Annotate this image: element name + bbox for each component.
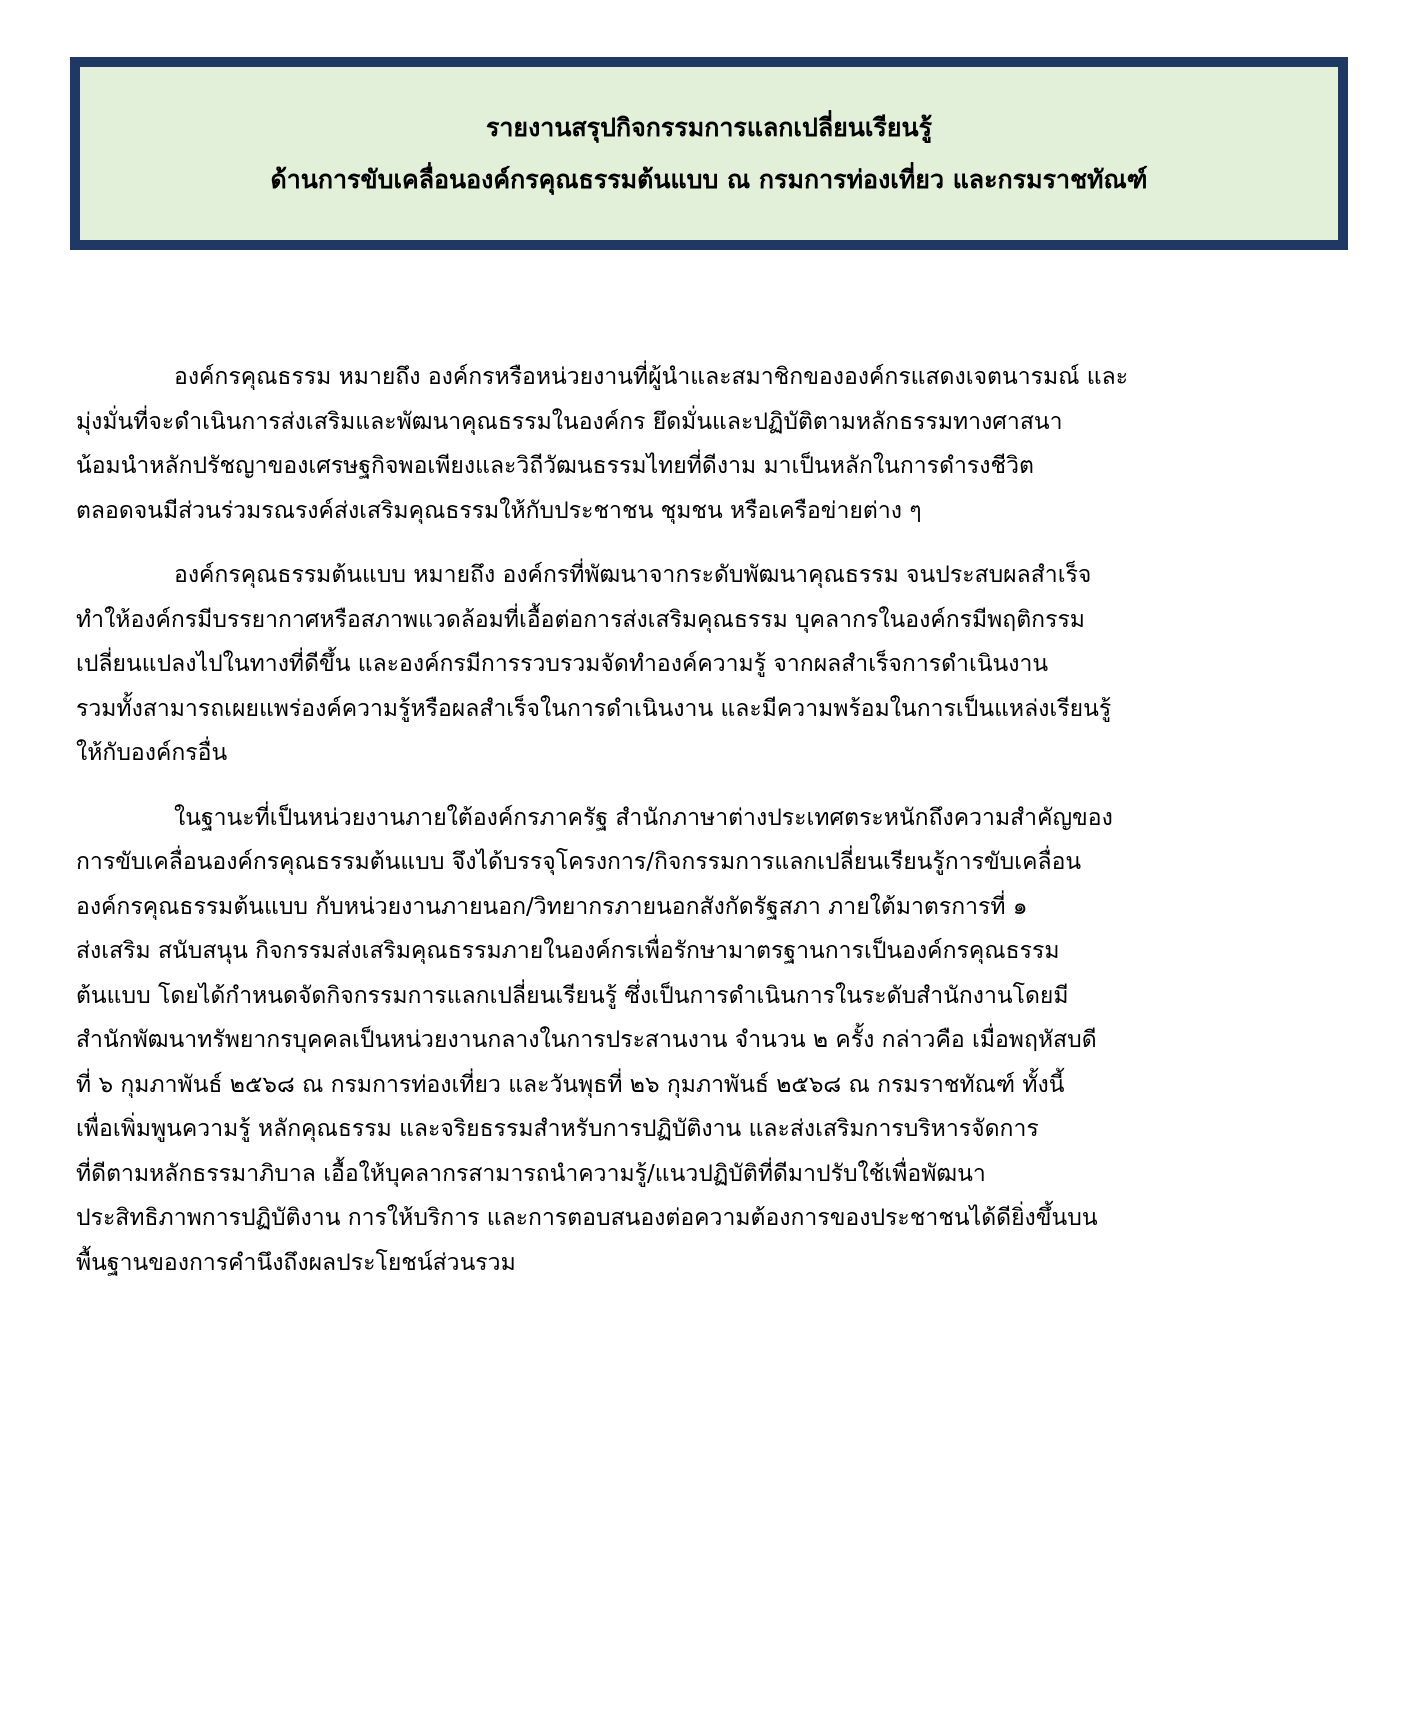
paragraph-line: พื้นฐานของการคำนึงถึงผลประโยชน์ส่วนรวม xyxy=(76,1249,516,1276)
paragraph-line: สำนักพัฒนาทรัพยากรบุคคลเป็นหน่วยงานกลางในการประสานงาน จำนวน ๒ ครั้ง กล่าวคือ เมื่อพฤหัสบดี xyxy=(76,1027,1097,1053)
paragraph-line: องค์กรคุณธรรมต้นแบบ กับหน่วยงานภายนอก/วิทยากรภายนอกสังกัดรัฐสภา ภายใต้มาตรการที่ ๑ xyxy=(76,893,1028,920)
paragraph-line: ให้กับองค์กรอื่น xyxy=(76,740,228,766)
paragraph-line: ในฐานะที่เป็นหน่วยงานภายใต้องค์กรภาครัฐ สำนักภาษาต่างประเทศตระหนักถึงความสำคัญของ xyxy=(174,804,1113,831)
paragraph-line: การขับเคลื่อนองค์กรคุณธรรมต้นแบบ จึงได้บรรจุโครงการ/กิจกรรมการแลกเปลี่ยนเรียนรู้การขับเคลื่อน xyxy=(76,849,1082,875)
report-title-line-1: รายงานสรุปกิจกรรมการแลกเปลี่ยนเรียนรู้ xyxy=(485,112,933,142)
report-title-line-2: ด้านการขับเคลื่อนองค์กรคุณธรรมต้นแบบ ณ กรมการท่องเที่ยว และกรมราชทัณฑ์ xyxy=(270,164,1148,194)
paragraph-line: ประสิทธิภาพการปฏิบัติงาน การให้บริการ และการตอบสนองต่อความต้องการของประชาชนได้ดียิ่งขึ้นบน xyxy=(76,1205,1098,1231)
paragraph-line: รวมทั้งสามารถเผยแพร่องค์ความรู้หรือผลสำเร็จในการดำเนินงาน และมีความพร้อมในการเป็นแหล่งเรียนรู้ xyxy=(76,695,1112,722)
paragraph-line: ตลอดจนมีส่วนร่วมรณรงค์ส่งเสริมคุณธรรมให้กับประชาชน ชุมชน หรือเครือข่ายต่าง ๆ xyxy=(76,497,922,524)
document-body xyxy=(76,355,1378,1305)
paragraph-line: ส่งเสริม สนับสนุน กิจกรรมส่งเสริมคุณธรรมภายในองค์กรเพื่อรักษามาตรฐานการเป็นองค์กรคุณธรรม xyxy=(76,938,1060,964)
paragraph-line: องค์กรคุณธรรม หมายถึง องค์กรหรือหน่วยงานที่ผู้นำและสมาชิกขององค์กรแสดงเจตนารมณ์ และ xyxy=(174,364,1129,390)
paragraph-line: มุ่งมั่นที่จะดำเนินการส่งเสริมและพัฒนาคุณธรรมในองค์กร ยึดมั่นและปฏิบัติตามหลักธรรมทางศาสนา xyxy=(76,408,1063,435)
report-title-box xyxy=(70,57,1348,250)
paragraph-line: ทำให้องค์กรมีบรรยากาศหรือสภาพแวดล้อมที่เอื้อต่อการส่งเสริมคุณธรรม บุคลากรในองค์กรมีพฤติกรรม xyxy=(76,606,1085,633)
paragraph-line: ต้นแบบ โดยได้กำหนดจัดกิจกรรมการแลกเปลี่ยนเรียนรู้ ซึ่งเป็นการดำเนินการในระดับสำนักงานโดยมี xyxy=(76,982,1069,1009)
paragraph-line: เพื่อเพิ่มพูนความรู้ หลักคุณธรรม และจริยธรรมสำหรับการปฏิบัติงาน และส่งเสริมการบริหารจัดการ xyxy=(76,1116,1039,1142)
paragraph-line: เปลี่ยนแปลงไปในทางที่ดีขึ้น และองค์กรมีการรวบรวมจัดทำองค์ความรู้ จากผลสำเร็จการดำเนินงาน xyxy=(76,651,1049,677)
paragraph-activity-description xyxy=(76,796,1378,1286)
paragraph-line: องค์กรคุณธรรมต้นแบบ หมายถึง องค์กรที่พัฒนาจากระดับพัฒนาคุณธรรม จนประสบผลสำเร็จ xyxy=(174,562,1092,588)
paragraph-line: ที่ ๖ กุมภาพันธ์ ๒๕๖๘ ณ กรมการท่องเที่ยว และวันพุธที่ ๒๖ กุมภาพันธ์ ๒๕๖๘ ณ กรมราชทัณฑ์ ทั้งนี้ xyxy=(76,1071,1065,1098)
paragraph-model-organization-definition xyxy=(76,553,1378,776)
paragraph-organization-definition xyxy=(76,355,1378,533)
paragraph-line: น้อมนำหลักปรัชญาของเศรษฐกิจพอเพียงและวิถีวัฒนธรรมไทยที่ดีงาม มาเป็นหลักในการดำรงชีวิต xyxy=(76,453,1034,479)
paragraph-line: ที่ดีตามหลักธรรมาภิบาล เอื้อให้บุคลากรสามารถนำความรู้/แนวปฏิบัติที่ดีมาปรับใช้เพื่อพัฒนา xyxy=(76,1160,986,1187)
